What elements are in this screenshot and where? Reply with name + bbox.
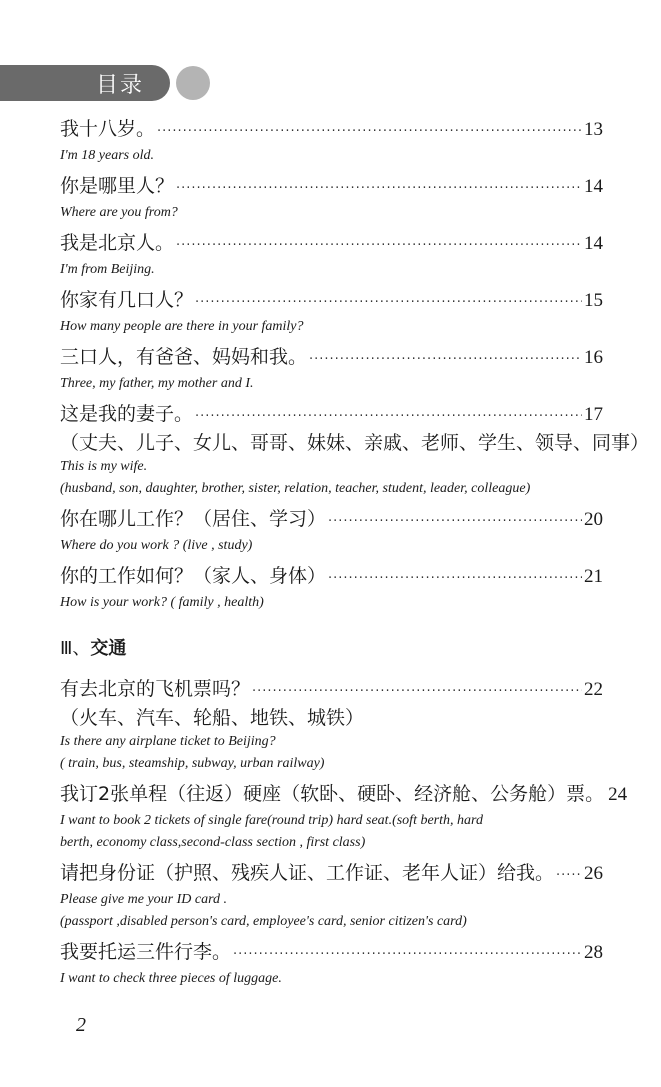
entry-english-continued: berth, economy class,second-class section , first class) (60, 835, 366, 850)
entry-page-number: 14 (584, 176, 603, 197)
toc-entry[interactable] (60, 401, 650, 500)
toc-entry[interactable] (60, 781, 628, 854)
toc-entry[interactable] (60, 506, 603, 557)
entry-page-number: 14 (584, 233, 603, 254)
entry-english: Is there any airplane ticket to Beijing? (60, 734, 276, 749)
header-circle-decoration (176, 66, 210, 100)
dot-leader (157, 119, 582, 145)
entry-english-variants: (husband, son, daughter, brother, sister, relation, teacher, student, leader, colleague) (60, 481, 531, 496)
entry-page-number: 28 (584, 942, 603, 963)
toc-entry[interactable] (60, 116, 603, 167)
table-of-contents (60, 116, 650, 996)
entry-chinese: 我要托运三件行李。 (60, 941, 232, 963)
entry-chinese: 你在哪儿工作？（居住、学习） (60, 508, 327, 530)
dot-leader (309, 347, 582, 373)
toc-entry[interactable] (60, 287, 603, 338)
dot-leader (233, 942, 582, 968)
entry-english: Three, my father, my mother and I. (60, 376, 254, 391)
entry-english: I want to book 2 tickets of single fare(round trip) hard seat.(soft berth, hard (60, 813, 483, 828)
entry-chinese: 你的工作如何？（家人、身体） (60, 565, 327, 587)
toc-entry[interactable] (60, 230, 603, 281)
entry-english-variants: (passport ,disabled person's card, employee's card, senior citizen's card) (60, 914, 467, 929)
entry-chinese: 我是北京人。 (60, 232, 175, 254)
toc-header-title: 目录 (95, 72, 144, 98)
entry-english-variants: ( train, bus, steamship, subway, urban railway) (60, 756, 325, 771)
entry-page-number: 22 (584, 679, 603, 700)
dot-leader (195, 290, 582, 316)
toc-entry[interactable] (60, 173, 603, 224)
dot-leader (252, 679, 582, 705)
entry-chinese: 你家有几口人？ (60, 289, 194, 311)
dot-leader (556, 863, 582, 889)
toc-entry[interactable] (60, 939, 603, 990)
entry-chinese-variants: （丈夫、儿子、女儿、哥哥、妹妹、亲戚、老师、学生、领导、同事） (60, 432, 650, 454)
section-title: 交通 (90, 638, 127, 659)
section-number: Ⅲ、 (60, 638, 91, 659)
toc-entry[interactable] (60, 860, 603, 933)
entry-chinese: 我订2张单程（往返）硬座（软卧、硬卧、经济舱、公务舱）票。 (60, 783, 605, 805)
section-heading (60, 636, 603, 662)
entry-chinese: 这是我的妻子。 (60, 403, 194, 425)
dot-leader (328, 566, 582, 592)
entry-english: This is my wife. (60, 459, 148, 474)
entry-chinese: 请把身份证（护照、残疾人证、工作证、老年人证）给我。 (60, 862, 555, 884)
entry-page-number: 13 (584, 119, 603, 140)
dot-leader (176, 176, 582, 202)
entry-page-number: 15 (584, 290, 603, 311)
page-number-footer: 2 (76, 1014, 86, 1036)
toc-entry[interactable] (60, 344, 603, 395)
entry-chinese: 你是哪里人？ (60, 175, 175, 197)
entry-page-number: 20 (584, 509, 603, 530)
dot-leader (176, 233, 582, 259)
entry-english: I'm 18 years old. (60, 148, 154, 163)
entry-chinese: 三口人，有爸爸、妈妈和我。 (60, 346, 308, 368)
entry-english: I want to check three pieces of luggage. (60, 971, 282, 986)
entry-english: Please give me your ID card . (60, 892, 228, 907)
entry-english: I'm from Beijing. (60, 262, 155, 277)
entry-chinese: 有去北京的飞机票吗？ (60, 678, 251, 700)
entry-english: How many people are there in your family? (60, 319, 304, 334)
entry-page-number: 24 (608, 784, 628, 805)
entry-english: Where do you work ? (live , study) (60, 538, 253, 553)
toc-header-bar (0, 65, 170, 101)
entry-page-number: 17 (584, 404, 603, 425)
entry-page-number: 21 (584, 566, 603, 587)
entry-page-number: 16 (584, 347, 603, 368)
entry-english: How is your work? ( family , health) (60, 595, 264, 610)
entry-english: Where are you from? (60, 205, 178, 220)
dot-leader (195, 404, 582, 430)
entry-chinese-variants: （火车、汽车、轮船、地铁、城铁） (60, 707, 365, 729)
toc-entry[interactable] (60, 563, 603, 614)
dot-leader (328, 509, 582, 535)
entry-chinese: 我十八岁。 (60, 118, 156, 140)
toc-entry[interactable] (60, 676, 603, 775)
entry-page-number: 26 (584, 863, 603, 884)
